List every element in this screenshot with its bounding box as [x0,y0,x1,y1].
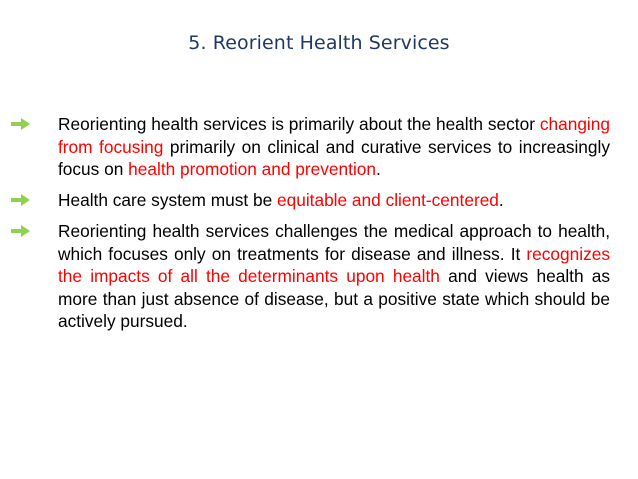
bullet-text: Reorienting health services challenges the medical approach to health, which focuses only on treatments for disease and illness. It [58,221,610,264]
bullet-text: . [498,189,504,210]
highlight-text: equitable and client-centered [276,189,499,210]
slide-title: 5. Reorient Health Services [188,32,450,54]
highlight-text: health promotion and prevention [128,159,377,179]
bullet-text: . [376,159,381,179]
highlight-text: recognizes the impacts of all the determinants upon health [58,243,610,286]
bullet-text: Health care system must be [58,189,277,210]
bullet-text: Reorienting health services is primarily about the health sector [58,114,540,134]
arrow-right-icon [10,191,48,209]
bullet-item [10,113,610,181]
highlight-text: changing from focusing [58,114,610,157]
bullet-text: and views health as more than just absence of disease, but a positive state which should be actively pursued. [58,266,610,331]
bullet-list [10,113,610,333]
bullet-item [10,189,610,212]
bullet-text: primarily on clinical and curative services to increasingly focus on [58,136,611,179]
bullet-item [10,220,610,333]
arrow-right-icon [10,222,48,240]
arrow-right-icon [10,115,48,133]
